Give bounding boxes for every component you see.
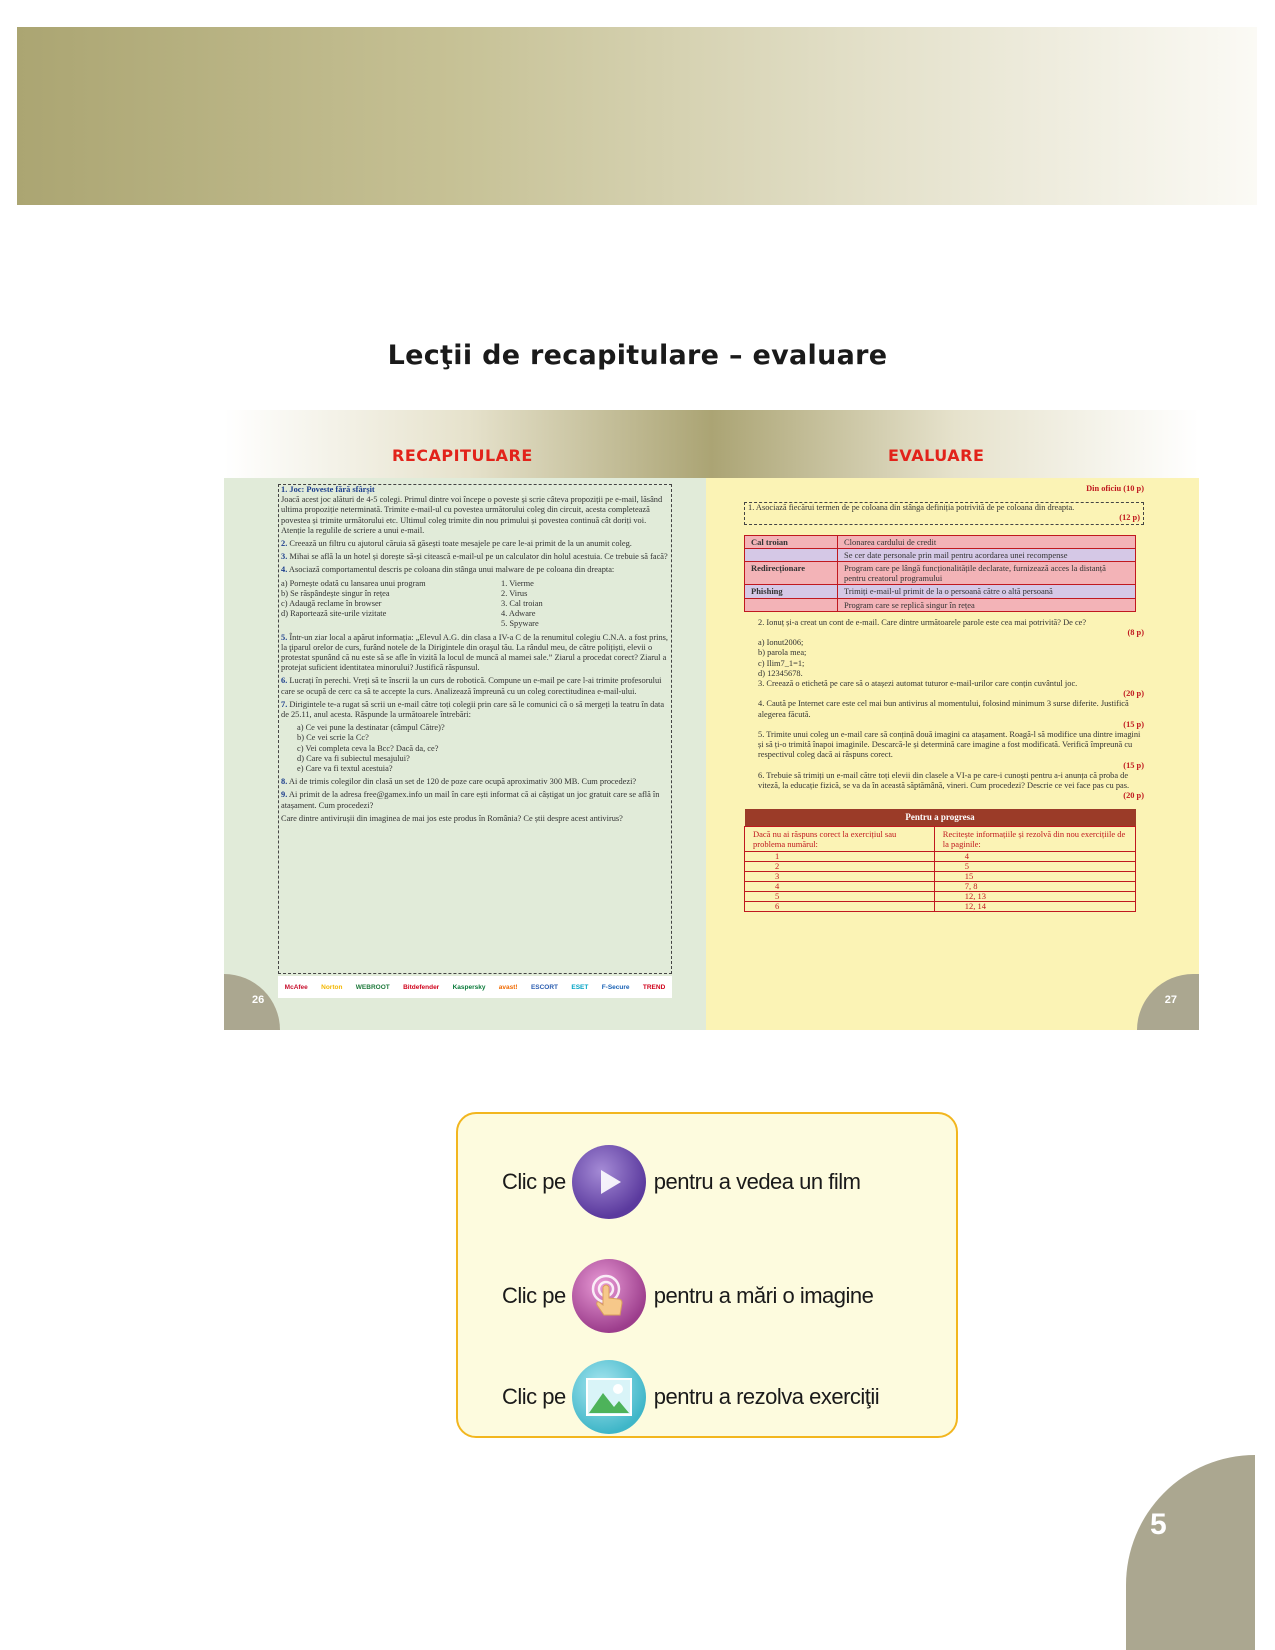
q2-option: d) 12345678. [758, 668, 803, 678]
exercise-item [281, 700, 669, 720]
exercise-text: Ai de trimis colegilor din clasă un set de 120 de poze care ocupă aproximativ 300 MB. Cum procedezi? [288, 777, 637, 787]
legend-row-exercise [502, 1360, 879, 1434]
progress-number: 3 [745, 871, 935, 881]
option-left: b) Se răspândește singur în rețea [281, 588, 390, 598]
table-row [745, 548, 1136, 561]
right-page-number: 27 [1164, 994, 1177, 1006]
progress-table [744, 809, 1136, 911]
legend-prefix: Clic pe [502, 1283, 566, 1308]
progress-row [745, 861, 1136, 871]
right-page [706, 478, 1199, 1030]
definitions-table [744, 535, 1136, 612]
q5-text: 5. Trimite unui coleg un e-mail care să conțină două imagini ca atașament. Roagă-l să modifice una dintre imagini și să ți-o trimită înapoi imaginile. Descarcă-le și determină care imagine a fost modificată. Verifică împreună cu respectivul coleg dacă ai răspuns corect. [758, 730, 1141, 760]
q4-points: (15 p) [1123, 719, 1144, 729]
question: e) Care va fi textul acestuia? [297, 764, 393, 774]
option-right: 5. Spyware [501, 619, 539, 629]
recap-exercise-box [278, 484, 672, 974]
q6-points: (20 p) [1123, 791, 1144, 801]
table-row [745, 585, 1136, 598]
exercise-item [281, 790, 669, 810]
q2-option: b) parola mea; [758, 648, 807, 658]
term-cell: Redirecționare [745, 562, 838, 585]
legend-prefix: Clic pe [502, 1384, 566, 1409]
antivirus-logo: Norton [321, 983, 343, 991]
legend-row-film [502, 1145, 860, 1219]
page-number: 5 [1150, 1508, 1167, 1541]
recapitulare-heading: RECAPITULARE [392, 446, 533, 465]
antivirus-logo: WEBROOT [355, 983, 390, 991]
option-left: a) Pornește odată cu lansarea unui program [281, 578, 426, 588]
progress-number: 4 [745, 881, 935, 891]
term-cell [745, 548, 838, 561]
exercise-item [281, 539, 669, 549]
antivirus-logo: avast! [498, 983, 518, 991]
evaluare-heading: EVALUARE [888, 446, 985, 465]
legend-suffix: pentru a vedea un film [653, 1169, 861, 1194]
exercise-text: Joacă acest joc alături de 4-5 colegi. Primul dintre voi începe o poveste și scrie câteva propoziții pe e-mail, lăsând ultima propoziție neterminată. Trimite e-mail-ul cu povestea următorului coleg din circuit, acesta completează povestea și trimite următorului etc. Ultimul coleg trimite din nou primului și povestea continuă cât doriți voi. Atenție la regulile de scriere a unui e-mail. [281, 495, 663, 535]
antivirus-logo: ESET [571, 983, 589, 991]
question: b) Ce vei scrie la Cc? [297, 733, 369, 743]
page-title: Lecţii de recapitulare – evaluare [387, 340, 888, 371]
q1-points: (12 p) [1119, 513, 1140, 523]
q2-points: (8 p) [1127, 628, 1144, 638]
progress-number: 5 [745, 891, 935, 901]
progress-pages: 5 [934, 861, 1135, 871]
term-cell: Cal troian [745, 535, 838, 548]
progress-col2: Recitește informațiile și rezolvă din nou exercițiile de la paginile: [934, 826, 1135, 851]
left-page [224, 478, 706, 1030]
exercise-item [281, 552, 669, 562]
exercise-item [281, 485, 669, 536]
exercise-item [281, 777, 669, 787]
antivirus-logo: McAfee [284, 983, 308, 991]
touch-icon[interactable] [572, 1259, 646, 1333]
exercise-text: Asociază comportamentul descris pe coloana din stânga unui malware de pe coloana din dreapta: [288, 565, 615, 575]
image-icon[interactable] [572, 1360, 646, 1434]
progress-row [745, 851, 1136, 861]
definition-cell: Se cer date personale prin mail pentru acordarea unei recompense [838, 548, 1136, 561]
icon-legend-box [456, 1112, 958, 1438]
exercise-item [281, 633, 669, 674]
option-right: 1. Vierme [501, 578, 534, 588]
progress-pages: 12, 14 [934, 901, 1135, 911]
question: a) Ce vei pune la destinatar (câmpul Către)? [297, 723, 445, 733]
exercise-number: 5. [281, 632, 288, 642]
exercise-text: Mihai se află la un hotel și dorește să-și citească e-mail-ul pe un calculator din holul acestuia. Ce trebuie să facă? [289, 552, 668, 562]
progress-pages: 15 [934, 871, 1135, 881]
progress-number: 6 [745, 901, 935, 911]
exercise-number: 1. [281, 485, 288, 494]
exercise-text: Într-un ziar local a apărut informația: „Elevul A.G. din clasa a IV-a C de la renumitul colegiu C.N.A. a fost prins, la ţiparul orelor de curs, furând notele de la Dirigintele din oraşul tău. La rândul meu, de către polițiști, elevii o protestat spunând că nu este să se afle în vizită la locul de muncă al mamei sale.” Ziarul a procedat corect? Ziarul a protejat suficient identitatea minorului? Justifică răspunsul. [281, 632, 668, 673]
option-left: c) Adaugă reclame în browser [281, 599, 382, 609]
q2 [744, 618, 1144, 802]
spread-header-band [224, 410, 1199, 478]
definition-cell: Program care pe lângă funcționalitățile declarate, furnizează acces la distanță pentru creatorul programului [838, 562, 1136, 585]
q3-points: (20 p) [1123, 689, 1144, 699]
q5-points: (15 p) [1123, 760, 1144, 770]
table-row [745, 562, 1136, 585]
definition-cell: Trimiți e-mail-ul primit de la o persoană către o altă persoană [838, 585, 1136, 598]
progress-pages: 12, 13 [934, 891, 1135, 901]
legend-prefix: Clic pe [502, 1169, 566, 1194]
q2-option: c) Ilim7_1=1; [758, 658, 805, 668]
question: c) Vei completa ceva la Bcc? Dacă da, ce? [297, 743, 439, 753]
exercise-number: 9. [281, 790, 288, 800]
q6-text: 6. Trebuie să trimiți un e-mail către toți elevii din clasele a VI-a pe care-i cunoști pentru a-i anunța că proba de viteză, la educație fizică, se va da în această săptămână, vineri. Cum procedezi? Descrie ce vei face pas cu pas. [758, 770, 1130, 791]
progress-number: 1 [745, 851, 935, 861]
option-right: 2. Virus [501, 588, 528, 598]
q2-options [758, 638, 1144, 679]
exercise-text: Dirigintele te-a rugat să scrii un e-mail către toți colegii prin care să le comunici că o să mergeți la teatru în data de 25.11, anul acesta. Răspunde la următoarele întrebări: [281, 699, 665, 720]
progress-title: Pentru a progresa [745, 809, 1136, 826]
definition-cell: Program care se replică singur în rețea [838, 598, 1136, 611]
exercise-number: 6. [281, 676, 288, 686]
exercise-item [281, 565, 669, 575]
antivirus-logos [278, 976, 672, 998]
progress-row [745, 901, 1136, 911]
textbook-spread-preview [224, 410, 1199, 1030]
progress-row [745, 881, 1136, 891]
malware-options [281, 579, 669, 630]
exercise-text: Lucrați în perechi. Vreți să te înscrii la un curs de robotică. Compune un e-mail pe care l-ai trimite profesorului care se ocupă de cerc ca să te accepte la curs. Analizează împreună cu un coleg corectitudinea e-mail-ului. [281, 676, 662, 696]
legend-suffix: pentru a mări o imagine [653, 1283, 874, 1308]
q2-text: 2. Ionuț și-a creat un cont de e-mail. Care dintre următoarele parole este cea mai potrivită? De ce? [758, 617, 1087, 627]
header-banner [17, 27, 1257, 205]
definition-cell: Clonarea cardului de credit [838, 535, 1136, 548]
table-row [745, 598, 1136, 611]
legend-row-zoom [502, 1259, 873, 1333]
term-cell [745, 598, 838, 611]
progress-pages: 7, 8 [934, 881, 1135, 891]
exercise-item [281, 814, 669, 824]
antivirus-logo: ESCORT [530, 983, 559, 991]
question: d) Care va fi subiectul mesajului? [297, 753, 410, 763]
q1-text: 1. Asociază fiecărui termen de pe coloana din stânga definiția potrivită de pe coloana din dreapta. [748, 503, 1075, 513]
table-row [745, 535, 1136, 548]
q3-text: 3. Creează o etichetă pe care să o atașezi automat tuturor e-mail-urilor care conțin cuvântul joc. [758, 679, 1078, 689]
page-corner [1126, 1455, 1255, 1650]
antivirus-logo: Kaspersky [452, 983, 486, 991]
option-right: 4. Adware [501, 609, 536, 619]
progress-row [745, 891, 1136, 901]
exercise-text: Creează un filtru cu ajutorul căruia să găsești toate mesajele pe care le-ai primit de la un anumit coleg. [289, 539, 632, 549]
q2-option: a) Ionut2006; [758, 638, 804, 648]
legend-suffix: pentru a rezolva exerciţii [653, 1384, 880, 1409]
progress-number: 2 [745, 861, 935, 871]
term-cell: Phishing [745, 585, 838, 598]
option-left: d) Raportează site-urile vizitate [281, 609, 387, 619]
exercise-title: Joc: Poveste fără sfârșit [289, 485, 375, 494]
exercise-text: Ai primit de la adresa free@gamex.info un mail în care ești informat că ai câștigat un joc gratuit care se află în atașament. Cum procedezi? [281, 790, 660, 810]
exercise-number: 8. [281, 777, 288, 787]
exercise-number: 2. [281, 539, 288, 549]
exercise-number: 4. [281, 565, 288, 575]
exercise-text: Care dintre antivirușii din imaginea de mai jos este produs în România? Ce știi despre acest antivirus? [281, 813, 623, 823]
din-oficiu: Din oficiu (10 p) [1086, 484, 1144, 493]
progress-row [745, 871, 1136, 881]
antivirus-logo: TREND [642, 983, 666, 991]
progress-col1: Dacă nu ai răspuns corect la exercițiul sau problema numărul: [745, 826, 935, 851]
q4-text: 4. Caută pe Internet care este cel mai bun antivirus al momentului, folosind minimum 3 surse diferite. Justifică alegerea făcută. [758, 699, 1129, 719]
left-page-number: 26 [252, 994, 265, 1006]
progress-pages: 4 [934, 851, 1135, 861]
evaluation-content [744, 484, 1144, 912]
antivirus-logo: Bitdefender [403, 983, 440, 991]
antivirus-logo: F-Secure [601, 983, 630, 991]
exercise-number: 3. [281, 552, 288, 562]
exercise-item [281, 676, 669, 696]
q1-box [744, 502, 1144, 524]
play-icon[interactable] [572, 1145, 646, 1219]
exercise-number: 7. [281, 699, 288, 709]
option-right: 3. Cal troian [501, 599, 543, 609]
